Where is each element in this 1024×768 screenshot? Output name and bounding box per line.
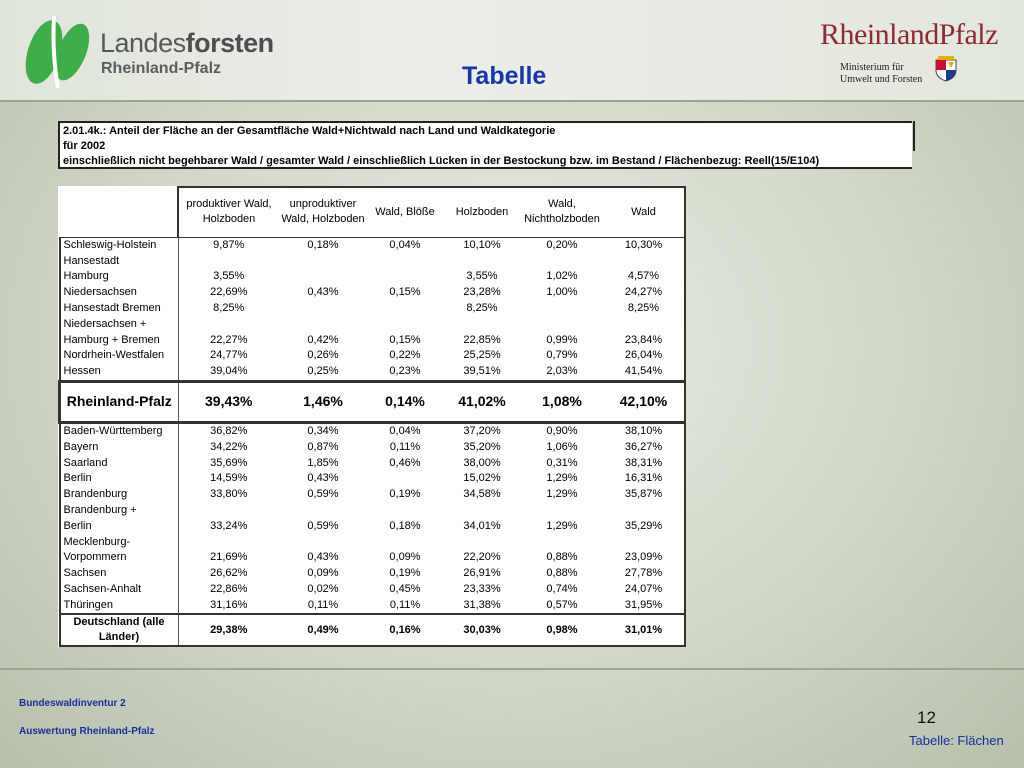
forest-share-table <box>58 186 686 647</box>
table-cell: 0,31% <box>546 456 578 469</box>
table-cell <box>367 269 443 285</box>
row-label: Hessen <box>60 364 179 381</box>
table-cell: 0,57% <box>546 598 578 611</box>
table-cell: 0,19% <box>389 488 421 501</box>
row-label: Mecklenburg- <box>60 534 179 550</box>
table-cell <box>443 534 521 550</box>
table-row <box>60 534 686 550</box>
table-cell: 34,58% <box>463 488 501 501</box>
row-label: Hansestadt Bremen <box>60 301 179 317</box>
table-cell: 31,16% <box>178 597 279 614</box>
table-cell: 34,01% <box>463 519 501 532</box>
row-label: Schleswig-Holstein <box>60 237 179 253</box>
table-cell: 23,28% <box>463 286 501 299</box>
table-row <box>60 316 686 332</box>
table-cell: 0,49% <box>279 614 367 646</box>
column-header: Wald <box>603 187 685 237</box>
table-cell: 41,02% <box>443 381 521 422</box>
landesforsten-leaf-logo-icon <box>14 10 94 90</box>
table-cell: 2,03% <box>521 364 603 381</box>
table-cell: 1,29% <box>546 488 578 501</box>
table-cell: 22,20% <box>463 551 501 564</box>
footer-divider <box>0 668 1024 670</box>
table-cell: 1,46% <box>279 381 367 422</box>
table-cell <box>521 301 603 317</box>
table-cell: 23,84% <box>603 332 685 348</box>
footer-title: Bundeswaldinventur 2 <box>19 698 126 709</box>
table-cell <box>367 253 443 269</box>
section-label: Tabelle: Flächen <box>909 733 1004 748</box>
row-label: Saarland <box>60 455 179 471</box>
footer-subtitle: Auswertung Rheinland-Pfalz <box>19 726 155 737</box>
table-cell: 0,04% <box>389 238 421 251</box>
table-cell: 3,55% <box>466 270 498 283</box>
row-label: Vorpommern <box>60 550 179 566</box>
table-cell: 35,69% <box>178 455 279 471</box>
ministry-label: Ministerium für Umwelt und Forsten <box>840 62 923 85</box>
table-cell: 0,87% <box>307 440 339 453</box>
table-cell: 0,46% <box>389 456 421 469</box>
table-cell <box>279 503 367 519</box>
table-row <box>60 518 686 534</box>
table-cell <box>603 534 685 550</box>
table-header-row <box>60 187 686 237</box>
table-cell <box>279 253 367 269</box>
table-cell: 15,02% <box>463 472 501 485</box>
table-cell: 39,04% <box>178 364 279 381</box>
row-label: Sachsen <box>60 566 179 582</box>
table-cell: 0,22% <box>389 349 421 362</box>
table-row <box>60 348 686 364</box>
table-cell: 38,31% <box>603 455 685 471</box>
caption-line-1: 2.01.4k.: Anteil der Fläche an der Gesamtfläche Wald+Nichtwald nach Land und Waldkategorie <box>63 125 556 137</box>
table-cell <box>178 253 279 269</box>
table-cell: 0,98% <box>521 614 603 646</box>
table-cell: 4,57% <box>603 269 685 285</box>
table-cell: 0,88% <box>546 567 578 580</box>
table-cell <box>521 316 603 332</box>
table-cell <box>279 301 367 317</box>
table-cell <box>279 316 367 332</box>
table-cell: 0,09% <box>389 551 421 564</box>
table-cell: 24,27% <box>603 285 685 301</box>
row-label: Berlin <box>60 471 179 487</box>
row-label: Brandenburg <box>60 487 179 503</box>
table-cell: 0,18% <box>389 519 421 532</box>
table-cell: 26,91% <box>463 567 501 580</box>
table-cell <box>603 253 685 269</box>
table-cell: 24,07% <box>603 582 685 598</box>
table-cell <box>367 316 443 332</box>
table-cell: 31,95% <box>603 597 685 614</box>
row-label: Sachsen-Anhalt <box>60 582 179 598</box>
table-cell: 42,10% <box>603 381 685 422</box>
table-cell <box>367 503 443 519</box>
table-cell: 23,33% <box>463 583 501 596</box>
table-cell: 22,86% <box>178 582 279 598</box>
table-cell: 21,69% <box>178 550 279 566</box>
table-caption <box>58 121 912 169</box>
table-cell: 26,62% <box>178 566 279 582</box>
table-row <box>60 285 686 301</box>
logo-wordmark: Landesforsten <box>100 28 274 58</box>
slide-header <box>0 0 1024 102</box>
table-cell <box>178 534 279 550</box>
table-cell <box>521 534 603 550</box>
table-cell: 0,43% <box>307 286 339 299</box>
table-cell: 1,85% <box>307 456 339 469</box>
table-cell: 0,99% <box>546 333 578 346</box>
table-cell: 0,04% <box>389 425 421 438</box>
row-label: Hamburg + Bremen <box>60 332 179 348</box>
table-row <box>60 614 686 646</box>
caption-line-3: einschließlich nicht begehbarer Wald / gesamter Wald / einschließlich Lücken in der Bestockung bzw. im Bestand / Flächenbezug: Reell(15/E104) <box>63 155 820 167</box>
column-header: unproduktiver Wald, Holzboden <box>279 187 367 237</box>
table-cell: 0,90% <box>546 425 578 438</box>
table-cell: 1,08% <box>521 381 603 422</box>
table-cell <box>367 301 443 317</box>
table-cell: 0,15% <box>389 333 421 346</box>
table-cell: 27,78% <box>603 566 685 582</box>
row-label: Niedersachsen + <box>60 316 179 332</box>
table-row <box>60 597 686 614</box>
table-cell: 22,85% <box>463 333 501 346</box>
table-cell: 22,69% <box>178 285 279 301</box>
table-cell: 1,06% <box>546 440 578 453</box>
table-cell <box>521 503 603 519</box>
table-cell: 10,10% <box>463 238 501 251</box>
table-cell: 33,24% <box>178 518 279 534</box>
row-label: Hamburg <box>60 269 179 285</box>
table-cell: 39,43% <box>178 381 279 422</box>
table-row <box>60 269 686 285</box>
page-number: 12 <box>917 708 936 727</box>
table-cell: 23,09% <box>603 550 685 566</box>
table-row <box>60 301 686 317</box>
table-cell: 10,30% <box>603 237 685 253</box>
table-cell <box>367 534 443 550</box>
column-header: Wald, Blöße <box>367 187 443 237</box>
page-title: Tabelle <box>462 62 547 90</box>
table-row <box>60 439 686 455</box>
column-header: produktiver Wald, Holzboden <box>178 187 279 237</box>
table-row <box>60 471 686 487</box>
row-label: Baden-Württemberg <box>60 422 179 439</box>
table-cell: 0,15% <box>389 286 421 299</box>
table-cell: 8,25% <box>466 302 498 315</box>
caption-line-2: für 2002 <box>63 140 106 152</box>
table-cell: 0,88% <box>546 551 578 564</box>
table-cell: 0,43% <box>307 472 339 485</box>
table-cell <box>178 503 279 519</box>
table-cell <box>279 534 367 550</box>
rlp-coat-of-arms-icon <box>934 56 958 82</box>
table-cell: 1,29% <box>546 519 578 532</box>
table-cell: 34,22% <box>178 439 279 455</box>
table-cell: 38,10% <box>603 422 685 439</box>
table-cell: 8,25% <box>178 301 279 317</box>
table-cell <box>443 503 521 519</box>
row-label: Deutschland (alle Länder) <box>60 614 179 646</box>
table-row <box>60 550 686 566</box>
table-row <box>60 455 686 471</box>
table-row <box>60 381 686 422</box>
table-row <box>60 332 686 348</box>
table-cell: 0,14% <box>367 381 443 422</box>
table-cell: 1,02% <box>546 270 578 283</box>
table-cell: 0,02% <box>307 583 339 596</box>
table-cell: 35,87% <box>603 487 685 503</box>
table-cell <box>443 253 521 269</box>
table-cell: 30,03% <box>443 614 521 646</box>
table-cell <box>178 316 279 332</box>
table-cell: 39,51% <box>443 364 521 381</box>
table-cell: 24,77% <box>178 348 279 364</box>
table-row <box>60 503 686 519</box>
table-cell: 36,27% <box>603 439 685 455</box>
table-cell: 0,11% <box>389 440 421 453</box>
table-cell: 35,29% <box>603 518 685 534</box>
table-cell: 0,43% <box>307 551 339 564</box>
table-cell <box>603 316 685 332</box>
table-cell <box>443 316 521 332</box>
table-cell: 41,54% <box>603 364 685 381</box>
table-cell <box>603 503 685 519</box>
row-label: Niedersachsen <box>60 285 179 301</box>
table-row <box>60 582 686 598</box>
logo-subtitle: Rheinland-Pfalz <box>101 60 222 77</box>
table-row <box>60 566 686 582</box>
table-cell: 0,09% <box>307 567 339 580</box>
table-cell <box>367 471 443 487</box>
row-label: Nordrhein-Westfalen <box>60 348 179 364</box>
table-cell: 31,38% <box>463 598 501 611</box>
table-cell: 22,27% <box>178 332 279 348</box>
table-cell: 0,74% <box>546 583 578 596</box>
table-cell: 0,19% <box>389 567 421 580</box>
table-cell: 25,25% <box>463 349 501 362</box>
rheinland-pfalz-wordmark: RheinlandPfalz <box>820 18 998 51</box>
table-cell: 0,79% <box>546 349 578 362</box>
table-cell: 26,04% <box>603 348 685 364</box>
table-cell: 0,26% <box>307 349 339 362</box>
table-cell: 0,45% <box>389 583 421 596</box>
row-label: Brandenburg + <box>60 503 179 519</box>
table-cell: 0,23% <box>367 364 443 381</box>
column-header: Holzboden <box>443 187 521 237</box>
table-row <box>60 487 686 503</box>
table-cell: 0,16% <box>367 614 443 646</box>
table-cell <box>521 253 603 269</box>
table-cell: 14,59% <box>178 471 279 487</box>
table-cell: 1,29% <box>546 472 578 485</box>
table-row <box>60 422 686 439</box>
row-label: Thüringen <box>60 597 179 614</box>
table-cell: 8,25% <box>603 301 685 317</box>
table-cell: 36,82% <box>178 422 279 439</box>
row-label: Rheinland-Pfalz <box>60 381 179 422</box>
table-cell: 0,59% <box>307 488 339 501</box>
table-cell: 37,20% <box>463 425 501 438</box>
table-cell: 16,31% <box>603 471 685 487</box>
table-cell: 31,01% <box>603 614 685 646</box>
table-cell: 0,11% <box>307 598 339 611</box>
table-cell: 0,59% <box>307 519 339 532</box>
table-cell: 35,20% <box>463 440 501 453</box>
row-label: Berlin <box>60 518 179 534</box>
table-cell: 3,55% <box>178 269 279 285</box>
row-label: Bayern <box>60 439 179 455</box>
table-cell: 0,42% <box>307 333 339 346</box>
table-row <box>60 364 686 381</box>
table-cell: 0,34% <box>307 425 339 438</box>
table-cell: 33,80% <box>178 487 279 503</box>
row-label: Hansestadt <box>60 253 179 269</box>
table-cell: 9,87% <box>178 237 279 253</box>
table-cell: 38,00% <box>463 456 501 469</box>
table-row <box>60 253 686 269</box>
table-cell: 1,00% <box>546 286 578 299</box>
table-row <box>60 237 686 253</box>
column-header: Wald, Nichtholzboden <box>521 187 603 237</box>
table-cell <box>279 269 367 285</box>
table-cell: 0,18% <box>307 238 339 251</box>
table-cell: 0,20% <box>546 238 578 251</box>
table-cell: 29,38% <box>178 614 279 646</box>
table-cell: 0,25% <box>279 364 367 381</box>
table-cell: 0,11% <box>389 598 421 611</box>
